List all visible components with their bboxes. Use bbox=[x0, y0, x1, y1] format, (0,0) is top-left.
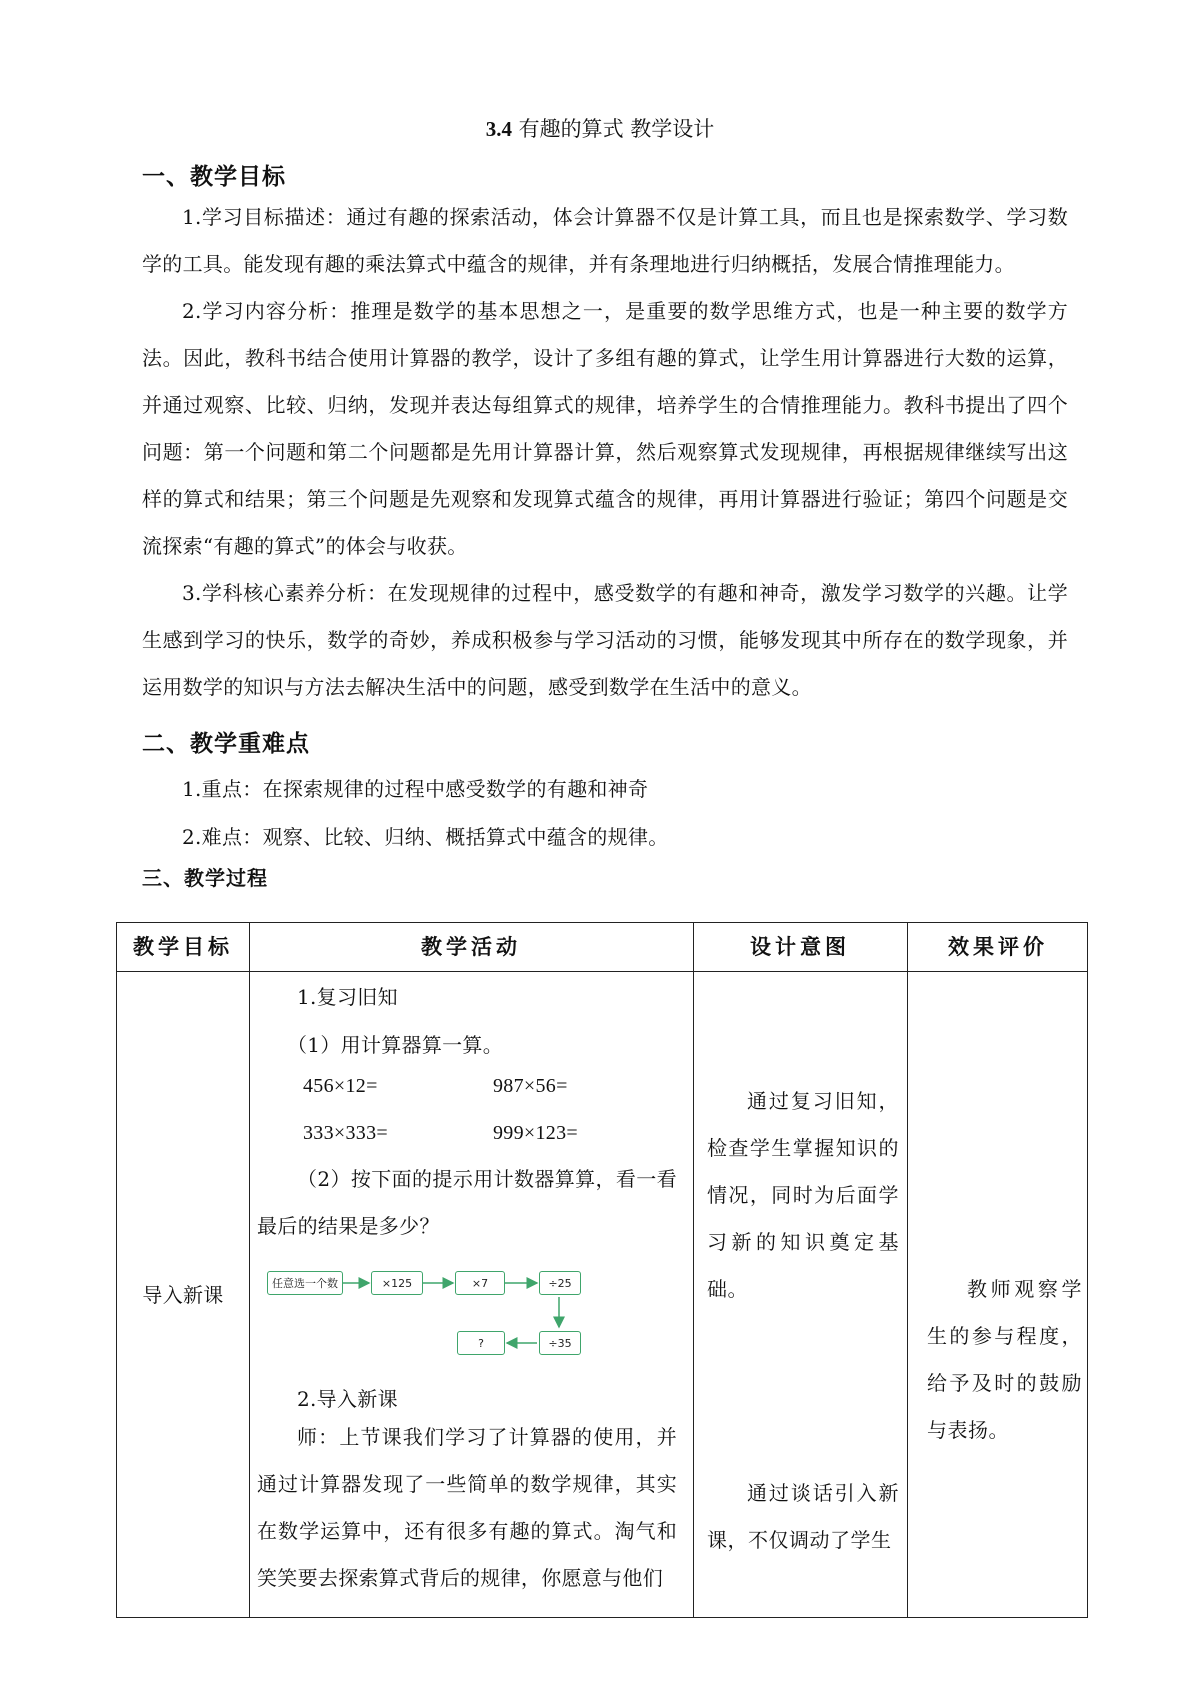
flow-box-divide-25: ÷25 bbox=[539, 1271, 581, 1295]
paragraph-content-analysis: 2.学习内容分析：推理是数学的基本思想之一，是重要的数学思维方式，也是一种主要的数学方法。因此，教科书结合使用计算器的教学，设计了多组有趣的算式，让学生用计算器进行大数的运算，并通过观察、比较、归纳，发现并表达每组算式的规律，培养学生的合情推理能力。教科书提出了四个问题：第一个问题和第二个问题都是先用计算器计算，然后观察算式发现规律，再根据规律继续写出这样的算式和结果；第三个问题是先观察和发现算式蕴含的规律，再用计算器进行验证；第四个问题是交流探索“有趣的算式”的体会与收获。 bbox=[142, 299, 1068, 558]
section-heading-key-points: 二、教学重难点 bbox=[142, 731, 310, 757]
document-title bbox=[0, 113, 1200, 143]
evaluation-cell: 教师观察学生的参与程度，给予及时的鼓励与表扬。 bbox=[927, 1277, 1082, 1442]
expression-2b: 999×123= bbox=[493, 1122, 578, 1144]
teaching-process-table bbox=[116, 922, 1088, 1618]
activity-teacher-talk: 师：上节课我们学习了计算器的使用，并通过计算器发现了一些简单的数学规律，其实在数学运算中，还有很多有趣的算式。淘气和笑笑要去探索算式背后的规律，你愿意与他们 bbox=[257, 1425, 677, 1590]
section-heading-process: 三、教学过程 bbox=[142, 866, 268, 890]
column-divider bbox=[693, 923, 694, 1617]
calculation-flow-diagram bbox=[257, 1269, 677, 1379]
difficult-point-item: 2.难点：观察、比较、归纳、概括算式中蕴含的规律。 bbox=[182, 825, 669, 849]
activity-step-intro: 2.导入新课 bbox=[297, 1387, 398, 1411]
flow-box-result: ? bbox=[457, 1331, 505, 1355]
paragraph-learning-goal: 1.学习目标描述：通过有趣的探索活动，体会计算器不仅是计算工具，而且也是探索数学、学习数学的工具。能发现有趣的乘法算式中蕴含的规律，并有条理地进行归纳概括，发展合情推理能力。 bbox=[142, 205, 1068, 276]
intent-introduction: 通过谈话引入新课，不仅调动了学生 bbox=[707, 1481, 899, 1552]
activity-question-1: （1）用计算器算一算。 bbox=[287, 1033, 504, 1057]
intent-review: 通过复习旧知，检查学生掌握知识的情况，同时为后面学习新的知识奠定基础。 bbox=[707, 1089, 899, 1301]
flow-box-multiply-125: ×125 bbox=[371, 1271, 423, 1295]
section-heading-goals: 一、教学目标 bbox=[142, 164, 286, 190]
expression-1b: 987×56= bbox=[493, 1075, 568, 1097]
flow-box-multiply-7: ×7 bbox=[455, 1271, 505, 1295]
column-divider bbox=[249, 923, 250, 1617]
goal-cell: 导入新课 bbox=[142, 1283, 224, 1307]
flow-box-start: 任意选一个数 bbox=[267, 1271, 343, 1295]
expression-1a: 456×12= bbox=[303, 1075, 378, 1097]
column-divider bbox=[907, 923, 908, 1617]
expression-2a: 333×333= bbox=[303, 1122, 388, 1144]
header-divider bbox=[117, 971, 1087, 972]
header-goal: 教学目标 bbox=[133, 935, 233, 959]
activity-step-review: 1.复习旧知 bbox=[297, 985, 398, 1009]
header-evaluation: 效果评价 bbox=[948, 935, 1048, 959]
flow-box-divide-35: ÷35 bbox=[539, 1331, 581, 1355]
header-activity: 教学活动 bbox=[421, 935, 521, 959]
paragraph-core-literacy: 3.学科核心素养分析：在发现规律的过程中，感受数学的有趣和神奇，激发学习数学的兴趣。让学生感到学习的快乐，数学的奇妙，养成积极参与学习活动的习惯，能够发现其中所存在的数学现象，并运用数学的知识与方法去解决生活中的问题，感受到数学在生活中的意义。 bbox=[142, 581, 1068, 699]
header-intent: 设计意图 bbox=[750, 935, 850, 959]
activity-question-2: （2）按下面的提示用计数器算算，看一看最后的结果是多少？ bbox=[257, 1167, 677, 1238]
key-point-item: 1.重点：在探索规律的过程中感受数学的有趣和神奇 bbox=[182, 777, 649, 801]
title-number: 3.4 bbox=[485, 117, 512, 141]
title-text: 有趣的算式 教学设计 bbox=[518, 117, 715, 141]
